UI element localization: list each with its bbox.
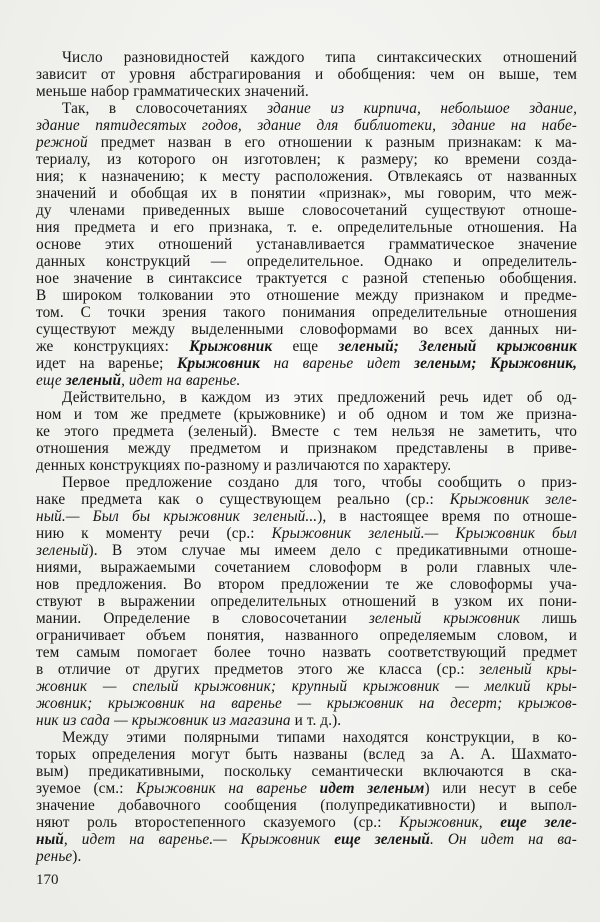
body-text: наке предмета как о существующем реально (ср.: [36,491,450,508]
text-line [36,338,577,355]
text-line [36,321,577,338]
example-phrase: Крыжовник зеле- [449,491,577,508]
text-line [36,49,577,66]
text-line [36,168,577,185]
text-line [36,525,577,542]
body-text: предмет назван в его отношении к разным признакам: к ма- [87,134,577,151]
text-line [36,406,577,423]
text-line [36,185,577,202]
body-text: ния; к назначению; к месту расположения. Отвлекаясь от названных [36,168,577,185]
text-line [36,117,577,134]
body-text: тем самым помогает более точно назвать соответствующий предмет [36,644,577,661]
text-line [36,219,577,236]
text-line [36,763,577,780]
text-line [36,508,577,525]
emphasized-term: зеленый; Зеленый крыжовник [338,338,577,355]
paragraph [36,729,577,865]
paragraph [36,474,577,729]
text-line [36,661,577,678]
text-line [36,729,577,746]
text-line [36,491,577,508]
example-phrase: , идет на варенье.— Крыжовник [63,831,335,848]
example-phrase: ный.— Был бы крыжовник зеленый... [36,508,318,525]
body-text: ном и том же предмете (крыжовнике) и об одном и том же призна- [36,406,577,423]
body-text: значений и обобщая их в понятии «признак», мы говорим, что меж- [36,185,577,202]
text-line [36,780,577,797]
body-text: значение добавочного сообщения (полупредикативности) и выпол- [36,797,577,814]
body-text: денных конструкциях по-разному и различаются по характеру. [36,457,452,474]
text-block [36,49,577,889]
text-line [36,440,577,457]
body-text: ствуют в выражении определительных отношений в узком их пони- [36,593,577,610]
body-text: ния предмета и его признака, т. е. определительные отношения. На [36,219,577,236]
body-text: в отличие от других предметов этого же класса (ср.: [36,661,480,678]
example-phrase: здание из кирпича, небольшое здание, [267,100,577,117]
text-line [36,372,577,389]
body-text: торых определения могут быть названы (вслед за А. А. Шахмато- [36,746,577,763]
body-text: Число разновидностей каждого типа синтаксических отношений [62,49,577,66]
body-text: ). [72,848,82,865]
body-text: ограничивает объем понятия, названного определяемым словом, и [36,627,577,644]
example-phrase: зеленый кры- [479,661,577,678]
emphasized-term: Крыжовник [177,355,260,372]
text-line [36,134,577,151]
body-text: мании. Определение в словосочетании [36,610,369,627]
text-line [36,253,577,270]
example-phrase: еще [36,372,66,389]
text-line [36,814,577,831]
text-line [36,457,577,474]
emphasized-term: Крыжовник [189,338,273,355]
body-text: основе этих отношений устанавливается грамматическое значение [36,236,577,253]
body-text: зуемое (см.: [36,780,137,797]
text-line [36,610,577,627]
body-text: териалу, из которого он изготовлен; к размеру; ко времени созда- [36,151,577,168]
example-phrase: ник из сада — крыжовник из магазина [36,712,291,729]
body-text: ду членами приведенных выше словосочетаний существуют отноше- [36,202,577,219]
body-text: Между этими полярными типами находятся конструкции, в ко- [62,729,577,746]
example-phrase: Крыжовник, [399,814,501,831]
text-line [36,627,577,644]
body-text: существуют между выделенными словоформами во всех данных ни- [36,321,577,338]
body-text: еще [272,338,339,355]
text-line [36,270,577,287]
example-phrase: , идет на варенье. [121,372,241,389]
example-phrase: здание пятидесятых годов, здание для библиотеки, здание на набе- [36,117,577,134]
body-text: В широком толковании это отношение между признаком и предме- [36,287,577,304]
paragraph [36,100,577,389]
text-line [36,831,577,848]
text-line [36,423,577,440]
body-text: отношения между предметом и признаком представлены в приве- [36,440,577,457]
body-text: ное значение в синтаксисе трактуется с разной степенью обобщения. [36,270,577,287]
text-line [36,100,577,117]
example-phrase: режной [36,134,88,151]
text-line [36,593,577,610]
text-line [36,202,577,219]
body-text: зависит от уровня абстрагирования и обобщения: чем он выше, тем [36,66,577,83]
text-line [36,559,577,576]
body-text: ниями, выражаемыми сочетанием словоформ в роли главных чле- [36,559,577,576]
example-phrase: зеленый [36,542,89,559]
text-line [36,678,577,695]
paragraph [36,49,577,100]
body-text: идет на варенье; [36,355,178,372]
text-line [36,66,577,83]
example-phrase: зеленый крыжовник [368,610,520,627]
body-text: ), в настоящее время по отноше- [317,508,577,525]
text-line [36,542,577,559]
text-line [36,746,577,763]
example-phrase: жовник; крыжовник на варенье — крыжовник на десерт; крыжов- [36,695,577,712]
text-line [36,151,577,168]
body-text: Так, в словосочетаниях [62,100,268,117]
emphasized-term: ный [36,831,64,848]
example-phrase: ренье [36,848,73,865]
body-text: Первое предложение создано для того, чтобы сообщить о приз- [62,474,577,491]
example-phrase: на варенье идет [260,355,415,372]
text-line [36,712,577,729]
example-phrase: . Он идет на ва- [430,831,577,848]
body-text: же конструкциях: [36,338,190,355]
text-line [36,695,577,712]
body-text: няют роль второстепенного сказуемого (ср.: [36,814,400,831]
example-phrase: жовник — спелый крыжовник; крупный крыжовник — мелкий кры- [36,678,577,695]
body-text: лишь [520,610,577,627]
emphasized-term: еще зеле- [500,814,577,831]
body-text: нию к моменту речи (ср.: [36,525,272,542]
text-line [36,355,577,372]
body-text: нов предложения. Во втором предложении те же словоформы уча- [36,576,577,593]
body-text: ) или несут в себе [424,780,577,797]
text-line [36,304,577,321]
text-line [36,83,577,100]
body-text: вым) предикативными, поскольку семантически включаются в ска- [36,763,577,780]
body-text: данных конструкций — определительное. Однако и определитель- [36,253,577,270]
body-text: ке этого предмета (зеленый). Вместе с тем нельзя не заметить, что [36,423,577,440]
text-line [36,576,577,593]
emphasized-term: идет зеленым [319,780,425,797]
text-line [36,644,577,661]
body-text: Действительно, в каждом из этих предложений речь идет об од- [62,389,577,406]
body-text: ). В этом случае мы имеем дело с предикативными отноше- [88,542,577,559]
text-line [36,287,577,304]
emphasized-term: зеленый [65,372,122,389]
body-text: том. С точки зрения такого понимания определительные отношения [36,304,577,321]
emphasized-term: зеленым; Крыжовник, [414,355,578,372]
body-text: меньше набор грамматических значений. [36,83,309,100]
text-line [36,236,577,253]
text-line [36,797,577,814]
text-line [36,848,577,865]
example-phrase: Крыжовник зеленый.— Крыжовник был [271,525,577,542]
text-line [36,389,577,406]
text-line [36,474,577,491]
body-text: и т. д.). [290,712,342,729]
paragraph [36,389,577,474]
example-phrase: Крыжовник на варенье [136,780,320,797]
emphasized-term: еще зеленый [334,831,431,848]
page-number: 170 [36,872,59,888]
